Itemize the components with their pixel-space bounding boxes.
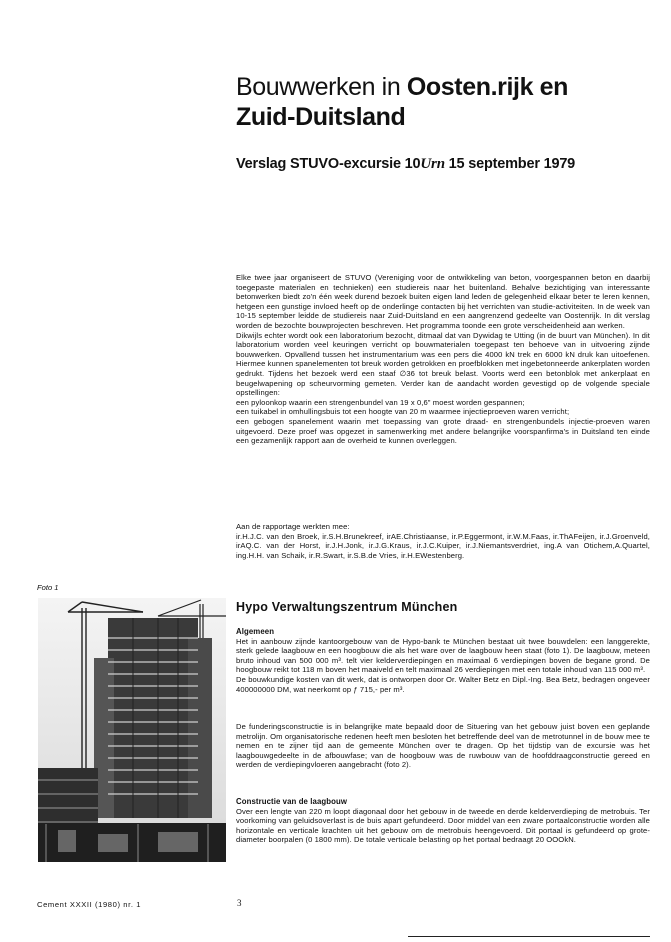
photo-label: Foto 1 (37, 583, 59, 592)
page-title (236, 72, 656, 132)
intro-list-item-2: een tuikabel in omhullingsbuis tot een hoogte van 20 m waarmee injectieproeven waren verricht; (236, 407, 570, 417)
allgemeen-heading: Algemeen (236, 627, 275, 636)
credits-heading: Aan de rapportage werkten mee: (236, 522, 350, 531)
credits (236, 522, 650, 560)
building-illustration (38, 598, 226, 862)
credits-names: ir.H.J.C. van den Broek, ir.S.H.Brunekreef, irAE.Christiaanse, ir.P.Eggermont, ir.W.M.Faas, ir.ThAFeijen, ir.J.Groenveld, irAQ.C. van der Horst, ir.J.H.Jonk, ir.J.G.Kraus, ir.J.C.Kuiper, ir.J.Niemantsverdriet, ing.A van Otichem,A.Quartel, ing.H.H. van Schaik, ir.R.Swart, ir.S.B.de Vries, ir.H.EWestenberg. (236, 531, 650, 560)
footer-rule (408, 936, 650, 937)
title-part-2: Oosten.rijk en (406, 73, 569, 101)
constructie-heading: Constructie van de laagbouw (236, 797, 348, 806)
page-subtitle (236, 156, 656, 173)
subtitle-urn: Urn (420, 156, 445, 172)
section-constructie (236, 797, 650, 845)
page-number: 3 (237, 898, 242, 908)
tower (94, 618, 212, 818)
allgemeen-paragraph-2: De bouwkundige kosten van dit werk, dat is ontworpen door Or. Walter Betz en Dipl.-Ing. Bea Betz, bedragen ongeveer 400000000 DM, wat neerkomt op ƒ 715,- per m³. (236, 674, 650, 694)
fundering-paragraph: De funderingsconstructie is in belangrijke mate bepaald door de Situering van het gebouw juist boven een geplande metrolijn. Om organisatorische redenen heeft men besloten het betreffende deel van de metrotunnel in de bouw mee te nemen en te zijner tijd aan de gemeente München over te dragen. Op het tijdstip van de excursie was het laagbouwgedeelte in de afbouwfase; van de hoogbouw was de ruwbouw van de hoofddraagconstructie gereed en werden de verdiepingvloeren aangebracht (foto 2). (236, 722, 650, 770)
intro-text (236, 273, 650, 446)
section-allgemeen (236, 627, 650, 694)
constructie-paragraph: Over een lengte van 220 m loopt diagonaal door het gebouw in de tweede en derde kelderverdieping de metrobuis. Ter voorkoming van geluidsoverlast is de buis apart gefundeerd. Door middel van een zware portaalconstructie worden alle horizontale en verticale krachten uit het gebouw om de metrobuis heengevoerd. Dit portaal is gefundeerd op grote-diameter boorpalen (0 1800 mm). De totale verticale belasting op het portaal bedraagt 20 OOOkN. (236, 806, 650, 845)
intro-list-item-3: een gebogen spanelement waarin met toepassing van grote draad- en strengenbundels injectie-proeven waren uitgevoerd. Deze proef was opgezet in samenwerking met andere belangrijke voorspanfirma's in Duitsland ten einde een gezamenlijk rapport aan de overheid te kunnen overleggen. (236, 416, 650, 446)
journal-reference: Cement XXXII (1980) nr. 1 (37, 900, 142, 909)
section-fundering (236, 722, 650, 770)
allgemeen-paragraph-1: Het in aanbouw zijnde kantoorgebouw van de Hypo-bank te München bestaat uit twee bouwdelen: een langgerekte, sterk gelede laagbouw en een hoogbouw die als het ware over de laagbouw heen staat (foto 1). De laagbouw, meteen bruto inhoud van 500 000 m³. telt vier kelderverdiepingen en maximaal 6 verdiepingen boven de begane grond. De hoogbouw reikt tot 118 m boven het maaiveld en telt maximaal 26 verdiepingen met een totale inhoud van 115 000 m³. (236, 636, 650, 675)
section-title: Hypo Verwaltungszentrum München (236, 600, 458, 614)
intro-paragraph-1: Elke twee jaar organiseert de STUVO (Vereniging voor de ontwikkeling van beton, voorgespannen beton en daarbij toegepaste materialen en technieken) een studiereis naar het buitenland. Behalve bezichtiging van interessante betonwerken biedt zo'n één week durend bezoek buiten eigen land leden de gelegenheid elkaar beter te leren kennen, hetgeen een gunstige invloed heeft op de onderlinge contacten bij het verrichten van studie-activiteiten. In de week van 10-15 september leidde de studiereis naar Zuid-Duitsland en een aangrenzend gedeelte van Oostenrijk. In dit verslag worden de bezochte bouwprojecten beschreven. Het programma toonde een grote verscheidenheid aan werken. (236, 273, 650, 330)
subtitle-part-2: 15 september 1979 (444, 156, 576, 172)
intro-paragraph-2: Dikwijls echter wordt ook een laboratorium bezocht, ditmaal dat van Dywidag te Utting (in de buurt van München). In dit laboratorium worden veel keuringen verricht op bouwmaterialen toegepast ten behoeve van in uitvoering zijnde bouwwerken. Opvallend tussen het instrumentarium was een pers die 4000 kN trek en 6000 kN druk kan uitoefenen. Hiermee kunnen spanelementen tot breuk worden getrokken en proefblokken met ingebetonneerde ankerplaten worden gedrukt. Tijdens het bezoek werd een staaf ∅36 tot breuk belast. Voorts werd een betonblok met ankerplaat en beugelwapening op scheurvorming gemeten. Verder kan de aandacht worden gevestigd op de volgende speciale opstellingen: (236, 330, 650, 398)
building-photo (38, 598, 226, 862)
subtitle-part-1: Verslag STUVO-excursie 10 (236, 156, 421, 172)
title-part-1: Bouwwerken in (236, 73, 407, 101)
intro-list-item-1: een pyloonkop waarin een strengenbundel van 19 x 0,6" moest worden gespannen; (236, 397, 525, 407)
title-part-3: Zuid-Duitsland (236, 103, 406, 131)
